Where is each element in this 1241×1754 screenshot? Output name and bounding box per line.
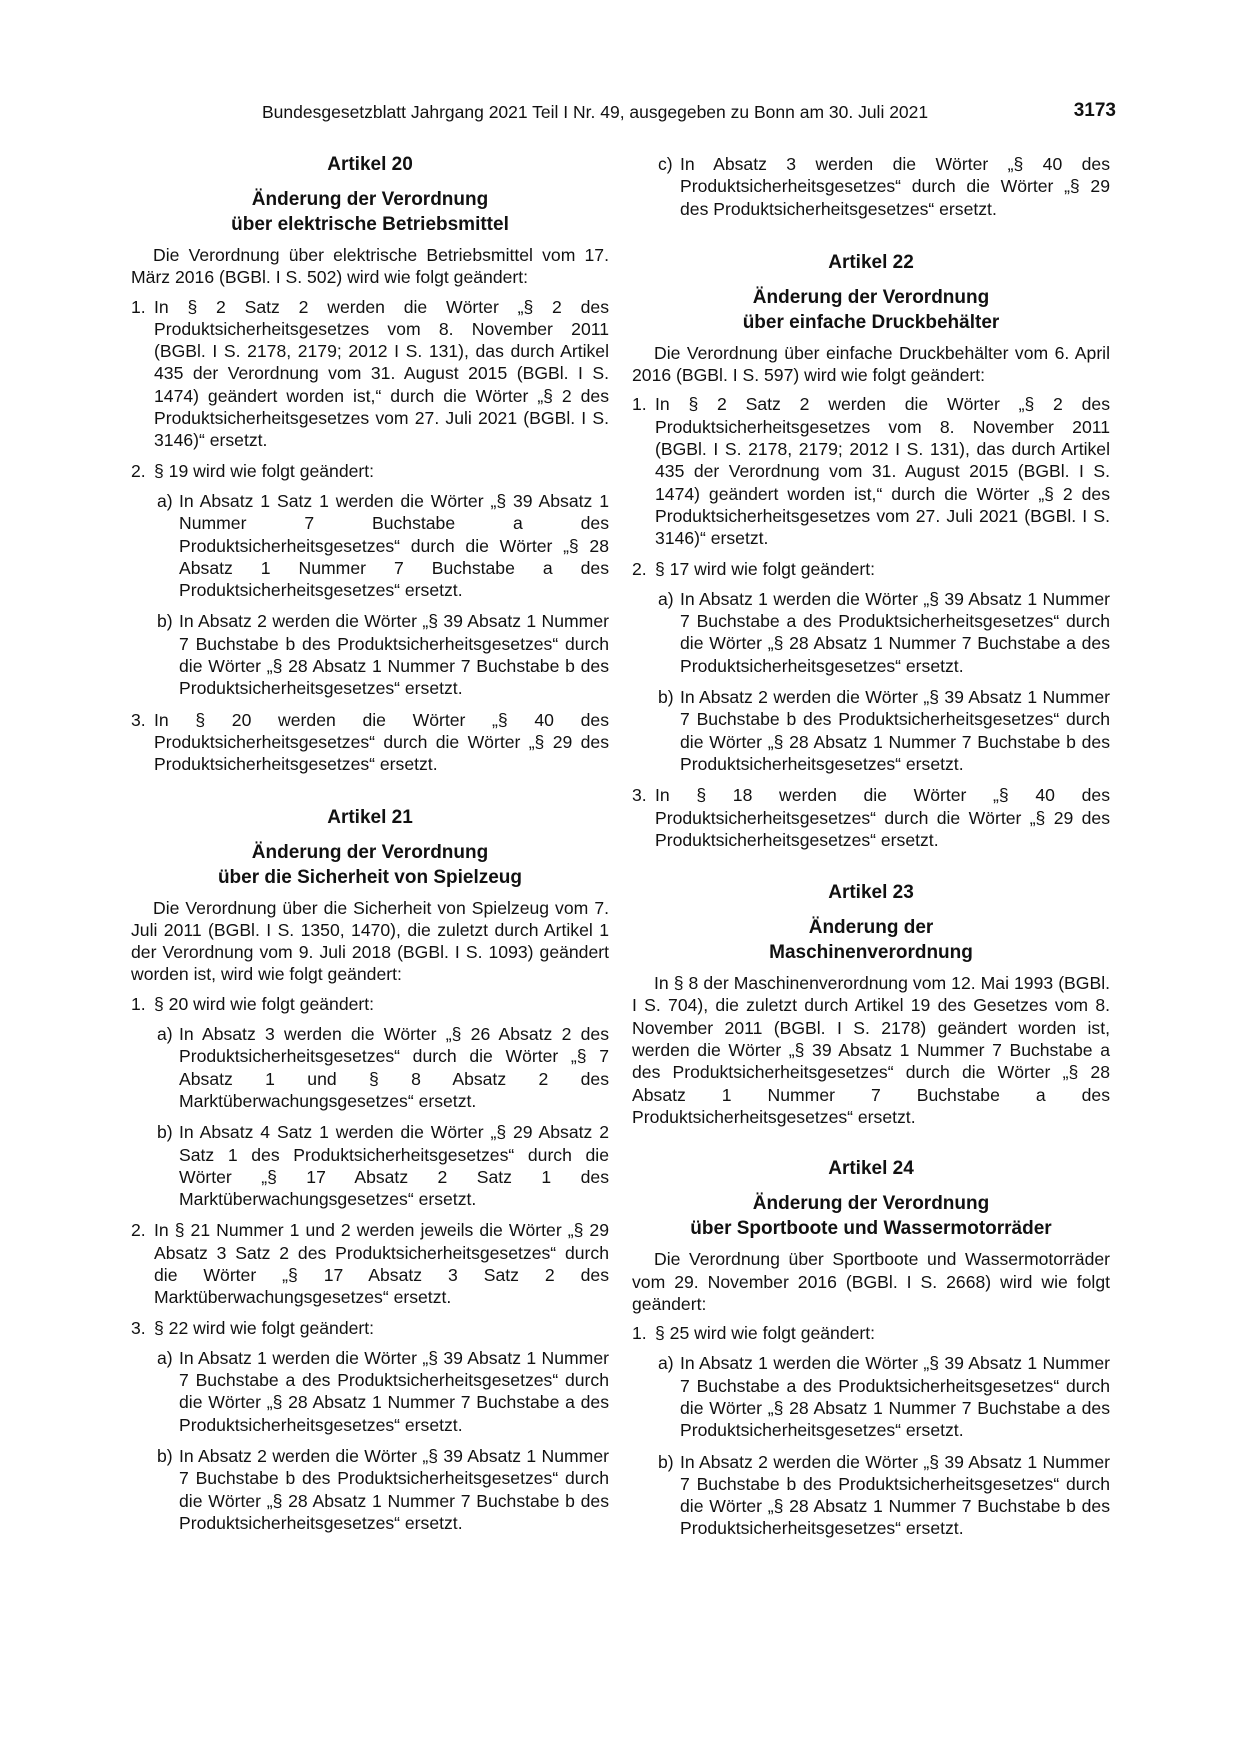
sub-text: In Absatz 2 werden die Wörter „§ 39 Absatz 1 Nummer 7 Buchstabe b des Produktsicherheitsgesetzes“ durch die Wörter „§ 28 Absatz 1 Nummer 7 Buchstabe b des Produktsicherheitsgesetzes“ ersetzt. xyxy=(680,1451,1110,1539)
article-23 xyxy=(632,881,1110,1128)
article-24 xyxy=(632,1157,1110,1540)
article-title-line: über einfache Druckbehälter xyxy=(742,311,1000,333)
article-title xyxy=(131,187,609,237)
item-text: § 17 wird wie folgt geändert: xyxy=(655,558,876,579)
item-text: § 22 wird wie folgt geändert: xyxy=(154,1317,375,1338)
sub-text: In Absatz 3 werden die Wörter „§ 26 Absatz 2 des Produktsicherheitsgesetzes“ durch die Wörter „§ 7 Absatz 1 und § 8 Absatz 2 des Marktüberwachungsgesetzes“ ersetzt. xyxy=(179,1024,609,1111)
article-spacer xyxy=(632,859,1110,881)
list-item xyxy=(131,709,609,776)
article-number: Artikel 22 xyxy=(828,251,914,273)
item-marker: 1. xyxy=(131,296,146,317)
sub-item xyxy=(131,1347,609,1436)
article-22 xyxy=(632,251,1110,851)
item-marker: 2. xyxy=(632,558,647,579)
sub-text: In Absatz 2 werden die Wörter „§ 39 Absatz 1 Nummer 7 Buchstabe b des Produktsicherheitsgesetzes“ durch die Wörter „§ 28 Absatz 1 Nummer 7 Buchstabe b des Produktsicherheitsgesetzes“ ersetzt. xyxy=(680,687,1110,774)
page-number: 3173 xyxy=(1073,100,1116,121)
list-item xyxy=(632,393,1110,549)
article-number: Artikel 21 xyxy=(327,806,413,828)
sub-text: In Absatz 1 Satz 1 werden die Wörter „§ 39 Absatz 1 Nummer 7 Buchstabe a des Produktsicherheitsgesetzes“ durch die Wörter „§ 28 Absatz 1 Nummer 7 Buchstabe a des Produktsicherheitsgesetzes“ ersetzt. xyxy=(179,490,609,601)
article-spacer xyxy=(632,229,1110,251)
sub-item xyxy=(131,1121,609,1210)
item-marker: 3. xyxy=(632,785,647,806)
article-title-line: Änderung der Verordnung xyxy=(251,841,489,863)
article-title-line: Änderung der xyxy=(808,917,934,939)
sub-marker: a) xyxy=(157,1347,173,1368)
left-column xyxy=(131,153,609,1543)
sub-marker: b) xyxy=(658,687,674,708)
running-head: Bundesgesetzblatt Jahrgang 2021 Teil I Nr. 49, ausgegeben zu Bonn am 30. Juli 2021 xyxy=(262,102,929,122)
list-item xyxy=(131,296,609,452)
sub-marker: b) xyxy=(658,1451,674,1472)
sub-text: In Absatz 1 werden die Wörter „§ 39 Absatz 1 Nummer 7 Buchstabe a des Produktsicherheitsgesetzes“ durch die Wörter „§ 28 Absatz 1 Nummer 7 Buchstabe a des Produktsicherheitsgesetzes“ ersetzt. xyxy=(680,588,1110,676)
article-title-line: Maschinenverordnung xyxy=(769,942,973,964)
article-20 xyxy=(131,153,609,776)
list-item xyxy=(131,993,609,1015)
article-title-line: Änderung der Verordnung xyxy=(752,286,990,308)
article-title xyxy=(632,1191,1110,1241)
list-item xyxy=(131,1219,609,1308)
sub-marker: a) xyxy=(658,1353,674,1374)
article-title-line: Änderung der Verordnung xyxy=(251,189,489,210)
list-item xyxy=(131,460,609,482)
list-item xyxy=(632,558,1110,580)
item-marker: 1. xyxy=(632,394,647,415)
sub-item xyxy=(632,1352,1110,1441)
sub-item xyxy=(632,153,1110,220)
sub-marker: a) xyxy=(157,490,173,511)
article-title-line: über Sportboote und Wassermotorräder xyxy=(690,1218,1052,1240)
item-text: In § 21 Nummer 1 und 2 werden jeweils die Wörter „§ 29 Absatz 3 Satz 2 des Produktsicherheitsgesetzes“ durch die Wörter „§ 17 Absatz 3 Satz 2 des Marktüberwachungsgesetzes“ ersetzt. xyxy=(154,1220,609,1308)
article-title xyxy=(632,915,1110,965)
article-title-line: über elektrische Betriebsmittel xyxy=(231,214,509,235)
sub-text: In Absatz 4 Satz 1 werden die Wörter „§ 29 Absatz 2 Satz 1 des Produktsicherheitsgesetzes“ durch die Wörter „§ 17 Absatz 2 Satz 1 des Marktüberwachungsgesetzes“ ersetzt. xyxy=(179,1122,609,1210)
sub-marker: b) xyxy=(157,1446,173,1467)
article-title xyxy=(131,840,609,890)
sub-item xyxy=(131,1445,609,1534)
sub-item xyxy=(632,588,1110,677)
sub-item xyxy=(131,490,609,601)
sub-marker: b) xyxy=(157,1122,173,1143)
item-marker: 2. xyxy=(131,1220,146,1241)
article-intro: Die Verordnung über einfache Druckbehälter vom 6. April 2016 (BGBl. I S. 597) wird wie folgt geändert: xyxy=(632,342,1110,386)
article-intro: In § 8 der Maschinenverordnung vom 12. Mai 1993 (BGBl. I S. 704), die zuletzt durch Artikel 19 des Gesetzes vom 8. November 2011 (BGBl. I S. 2178) geändert worden ist, werden die Wörter „§ 39 Absatz 1 Nummer 7 Buchstabe a des Produktsicherheitsgesetzes“ durch die Wörter „§ 28 Absatz 1 Nummer 7 Buchstabe a des Produktsicherheitsgesetzes“ ersetzt. xyxy=(632,973,1110,1127)
article-title xyxy=(632,285,1110,335)
article-title-line: Änderung der Verordnung xyxy=(752,1193,990,1215)
item-marker: 1. xyxy=(632,1323,647,1344)
sub-marker: c) xyxy=(658,154,673,174)
item-text: In § 18 werden die Wörter „§ 40 des Produktsicherheitsgesetzes“ durch die Wörter „§ 29 des Produktsicherheitsgesetzes“ ersetzt. xyxy=(655,785,1110,850)
item-marker: 1. xyxy=(131,993,146,1014)
article-intro: Die Verordnung über die Sicherheit von Spielzeug vom 7. Juli 2011 (BGBl. I S. 1350, 1470), die zuletzt durch Artikel 1 der Verordnung vom 9. Juli 2018 (BGBl. I S. 1093) geändert worden ist, wird wie folgt geändert: xyxy=(131,897,609,985)
list-item xyxy=(131,1317,609,1339)
item-text: § 25 wird wie folgt geändert: xyxy=(655,1323,876,1344)
item-marker: 3. xyxy=(131,709,146,730)
sub-marker: a) xyxy=(157,1024,173,1045)
list-item xyxy=(632,1322,1110,1344)
page-header xyxy=(131,100,1116,128)
item-text: In § 2 Satz 2 werden die Wörter „§ 2 des Produktsicherheitsgesetzes vom 8. November 2011 (BGBl. I S. 2178, 2179; 2012 I S. 131), das durch Artikel 435 der Verordnung vom 31. August 2015 (BGBl. I S. 1474) geändert worden ist,“ durch die Wörter „§ 2 des Produktsicherheitsgesetzes vom 27. Juli 2021 (BGBl. I S. 3146)“ ersetzt. xyxy=(655,394,1110,549)
sub-item xyxy=(632,686,1110,775)
sub-text: In Absatz 2 werden die Wörter „§ 39 Absatz 1 Nummer 7 Buchstabe b des Produktsicherheitsgesetzes“ durch die Wörter „§ 28 Absatz 1 Nummer 7 Buchstabe b des Produktsicherheitsgesetzes“ ersetzt. xyxy=(179,1446,609,1533)
sub-text: In Absatz 1 werden die Wörter „§ 39 Absatz 1 Nummer 7 Buchstabe a des Produktsicherheitsgesetzes“ durch die Wörter „§ 28 Absatz 1 Nummer 7 Buchstabe a des Produktsicherheitsgesetzes“ ersetzt. xyxy=(680,1353,1110,1441)
list-item xyxy=(632,784,1110,851)
article-number: Artikel 24 xyxy=(828,1158,914,1180)
sub-marker: a) xyxy=(658,588,674,609)
sub-text: In Absatz 2 werden die Wörter „§ 39 Absatz 1 Nummer 7 Buchstabe b des Produktsicherheitsgesetzes“ durch die Wörter „§ 28 Absatz 1 Nummer 7 Buchstabe b des Produktsicherheitsgesetzes“ ersetzt. xyxy=(179,611,609,699)
article-intro: Die Verordnung über Sportboote und Wassermotorräder vom 29. November 2016 (BGBl. I S. 2668) wird wie folgt geändert: xyxy=(632,1249,1110,1314)
right-column xyxy=(632,153,1110,1549)
item-marker: 3. xyxy=(131,1317,146,1338)
item-text: § 19 wird wie folgt geändert: xyxy=(154,460,375,481)
sub-text: In Absatz 3 werden die Wörter „§ 40 des Produktsicherheitsgesetzes“ durch die Wörter „§ 29 des Produktsicherheitsgesetzes“ ersetzt. xyxy=(680,154,1110,219)
article-number: Artikel 23 xyxy=(828,882,914,904)
sub-marker: b) xyxy=(157,611,173,632)
sub-item xyxy=(131,610,609,699)
article-number: Artikel 20 xyxy=(327,154,413,175)
article-spacer xyxy=(131,784,609,806)
item-text: In § 2 Satz 2 werden die Wörter „§ 2 des Produktsicherheitsgesetzes vom 8. November 2011 (BGBl. I S. 2178, 2179; 2012 I S. 131), das durch Artikel 435 der Verordnung vom 31. August 2015 (BGBl. I S. 1474) geändert worden ist,“ durch die Wörter „§ 2 des Produktsicherheitsgesetzes vom 27. Juli 2021 (BGBl. I S. 3146)“ ersetzt. xyxy=(154,296,609,451)
item-text: § 20 wird wie folgt geändert: xyxy=(154,993,375,1014)
item-text: In § 20 werden die Wörter „§ 40 des Produktsicherheitsgesetzes“ durch die Wörter „§ 29 des Produktsicherheitsgesetzes“ ersetzt. xyxy=(154,709,609,775)
article-spacer xyxy=(632,1135,1110,1157)
sub-text: In Absatz 1 werden die Wörter „§ 39 Absatz 1 Nummer 7 Buchstabe a des Produktsicherheitsgesetzes“ durch die Wörter „§ 28 Absatz 1 Nummer 7 Buchstabe a des Produktsicherheitsgesetzes“ ersetzt. xyxy=(179,1347,609,1435)
article-21 xyxy=(131,806,609,1535)
article-intro: Die Verordnung über elektrische Betriebsmittel vom 17. März 2016 (BGBl. I S. 502) wird wie folgt geändert: xyxy=(131,245,609,288)
item-marker: 2. xyxy=(131,460,146,481)
sub-item xyxy=(131,1023,609,1112)
article-title-line: über die Sicherheit von Spielzeug xyxy=(217,866,523,888)
sub-item xyxy=(632,1451,1110,1540)
